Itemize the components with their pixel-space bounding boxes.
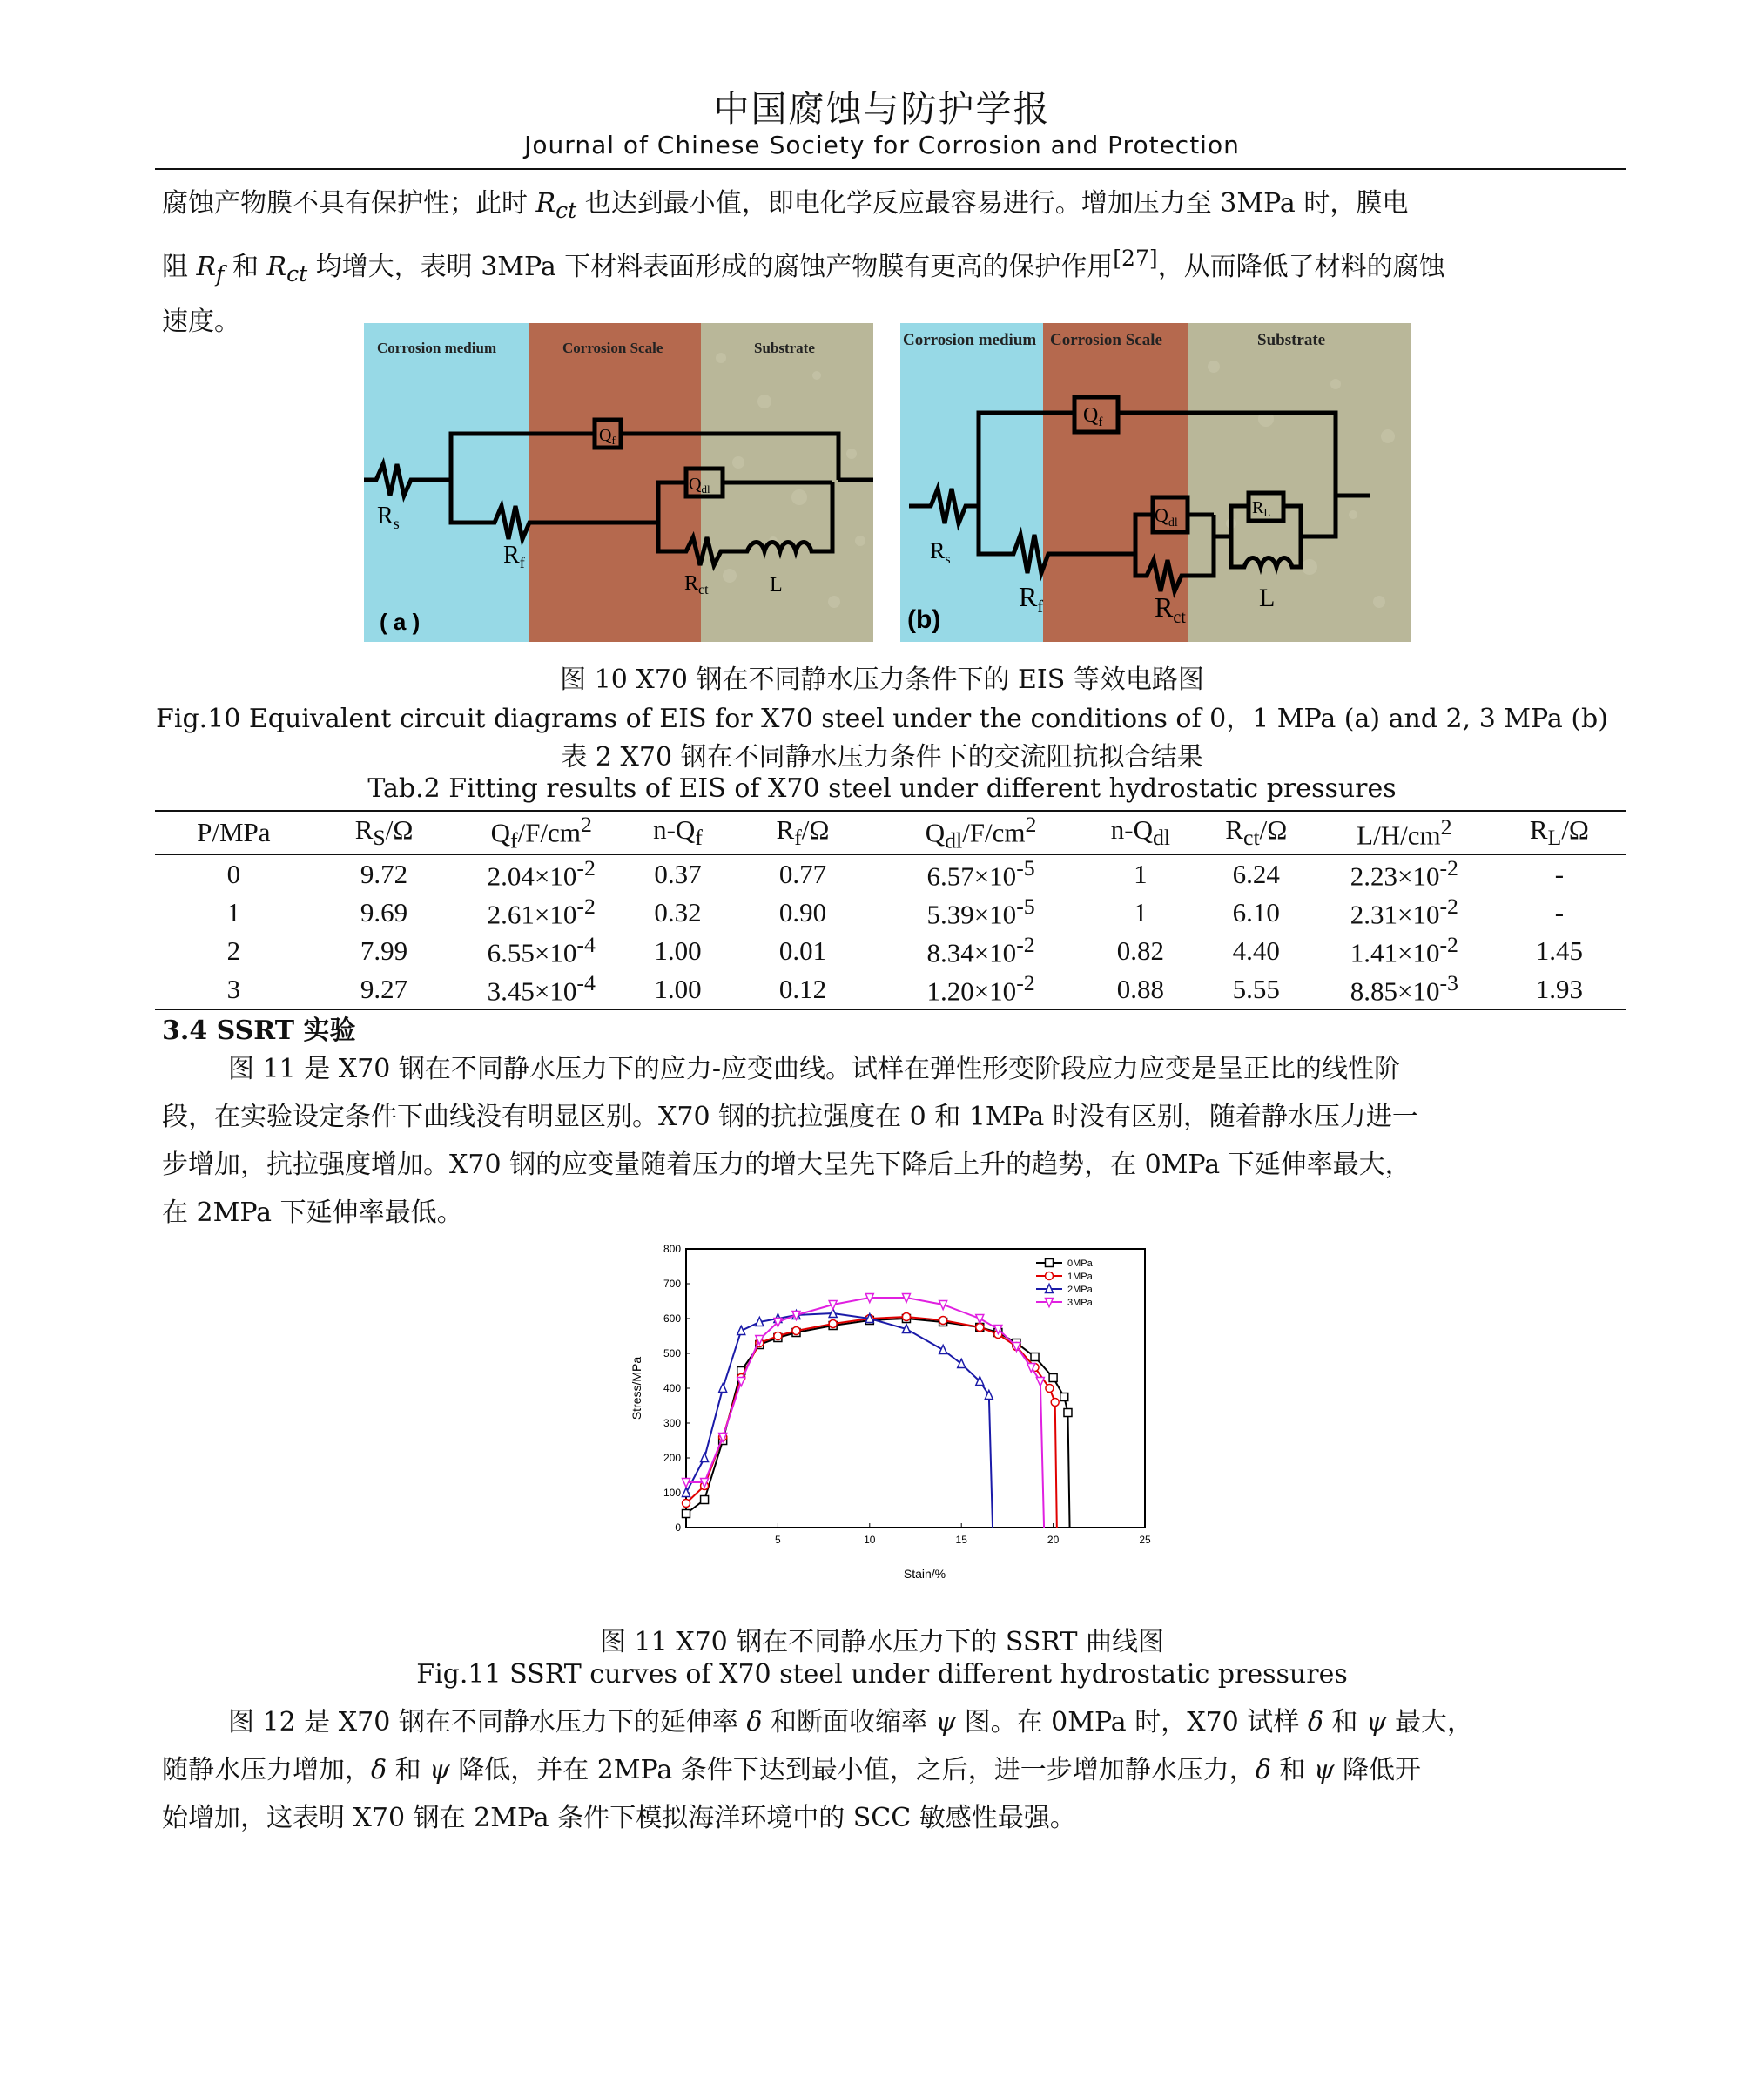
circuit-diagram-a xyxy=(364,323,873,642)
table-row xyxy=(155,854,1626,894)
zone-label-medium-b: Corrosion medium xyxy=(903,331,1037,349)
cell-rl: 1.45 xyxy=(1535,934,1584,966)
cell-rl: - xyxy=(1554,896,1565,928)
header-nqdl: $n-Q_{dl}$ xyxy=(1110,814,1171,851)
y-tick-label: 100 xyxy=(663,1487,681,1499)
cell-nqdl: 0.88 xyxy=(1116,973,1165,1004)
y-axis-label: Stress/MPa xyxy=(630,1356,643,1420)
intro-line-1: 腐蚀产物膜不具有保护性；此时 $R_{ct}$ 也达到最小值，即电化学反应最容易进行。增加压力至 3MPa 时，膜电 xyxy=(162,188,1409,223)
x-tick-label: 15 xyxy=(955,1534,967,1546)
data-point xyxy=(1051,1399,1059,1407)
zone-label-substrate-b: Substrate xyxy=(1257,331,1326,349)
cell-rct: 5.55 xyxy=(1232,973,1280,1004)
intro-paragraph xyxy=(162,179,1616,346)
cell-qdl: $1.20\times 10^{-2}$ xyxy=(926,970,1035,1007)
fig10-caption-en: Fig.10 Equivalent circuit diagrams of EIS for X70 steel under the conditions of 0，1 MPa (a) and 2, 3 MPa (b) xyxy=(156,704,1608,734)
header-rs: $R_S/\Omega$ xyxy=(354,814,414,851)
cell-rl: 1.93 xyxy=(1535,973,1584,1004)
section-line-4: 在 2MPa 下延伸率最低。 xyxy=(162,1198,463,1228)
closing-line-2: 随静水压力增加，δ 和 ψ 降低，并在 2MPa 条件下达到最小值，之后，进一步增加静水压力，δ 和 ψ 降低开 xyxy=(162,1755,1422,1785)
data-point xyxy=(1046,1259,1054,1267)
zone-label-substrate-a: Substrate xyxy=(754,340,815,356)
data-point xyxy=(1046,1385,1054,1393)
cell-p: 3 xyxy=(226,973,241,1004)
header-l: $L/H/cm^2$ xyxy=(1357,814,1452,851)
data-point xyxy=(1049,1374,1057,1382)
cell-qdl: $5.39\times 10^{-5}$ xyxy=(926,894,1035,930)
label-l-b: L xyxy=(1259,584,1276,612)
label-rct-b: $R_{ct}$ xyxy=(1155,591,1186,627)
panel-tag-a: ( a ) xyxy=(380,609,421,635)
legend-label: 0MPa xyxy=(1067,1258,1093,1269)
label-qf-b: $Q_f$ xyxy=(1083,404,1103,429)
legend-label: 1MPa xyxy=(1067,1272,1093,1282)
fitting-results-table xyxy=(155,810,1626,1010)
closing-line-1: 图 12 是 X70 钢在不同静水压力下的延伸率 δ 和断面收缩率 ψ 图。在 0MPa 时，X70 试样 δ 和 ψ 最大， xyxy=(228,1707,1474,1737)
y-tick-label: 200 xyxy=(663,1452,681,1464)
cell-rs: 9.69 xyxy=(360,896,408,928)
header-rf: $R_f/\Omega$ xyxy=(776,814,830,851)
data-point xyxy=(1064,1409,1072,1417)
ssrt-chart xyxy=(609,1237,1167,1585)
fig11-caption-cn: 图 11 X70 钢在不同静水压力下的 SSRT 曲线图 xyxy=(599,1627,1165,1657)
header-rule xyxy=(155,168,1626,170)
data-point xyxy=(792,1327,800,1335)
cell-nqf: 1.00 xyxy=(654,973,702,1004)
data-point xyxy=(1031,1353,1039,1361)
cell-l: $2.23\times 10^{-2}$ xyxy=(1350,855,1458,892)
cell-nqf: 0.32 xyxy=(654,896,702,928)
data-point xyxy=(902,1313,910,1321)
data-point xyxy=(1060,1393,1068,1401)
table2-caption-cn: 表 2 X70 钢在不同静水压力条件下的交流阻抗拟合结果 xyxy=(561,742,1203,773)
header-p: P/MPa xyxy=(197,817,271,848)
header-nqf: $n-Q_f$ xyxy=(653,814,703,851)
cell-qf: $2.04\times 10^{-2}$ xyxy=(487,855,596,892)
journal-title-cn: 中国腐蚀与防护学报 xyxy=(713,88,1051,130)
table-header xyxy=(155,811,1626,854)
table-row xyxy=(155,970,1626,1009)
section-heading: 3.4 SSRT 实验 xyxy=(162,1015,356,1046)
table-row xyxy=(155,894,1626,932)
fig11-caption-en: Fig.11 SSRT curves of X70 steel under different hydrostatic pressures xyxy=(416,1659,1348,1690)
x-tick-label: 20 xyxy=(1047,1534,1060,1546)
circuit-panel-a xyxy=(364,323,873,642)
legend-label: 2MPa xyxy=(1067,1285,1093,1295)
y-tick-label: 700 xyxy=(663,1278,681,1290)
data-point xyxy=(701,1496,709,1504)
y-tick-label: 600 xyxy=(663,1312,681,1325)
label-qf-a: $Q_f$ xyxy=(599,426,616,447)
section-line-2: 段，在实验设定条件下曲线没有明显区别。X70 钢的抗拉强度在 0 和 1MPa 时没有区别，随着静水压力进一 xyxy=(162,1102,1418,1132)
x-axis-label: Stain/% xyxy=(903,1567,946,1581)
label-rs-a: $R_s$ xyxy=(377,503,400,532)
table-body xyxy=(155,854,1626,1009)
header-qf: $Q_f/F/cm^2$ xyxy=(490,812,592,853)
legend-label: 3MPa xyxy=(1067,1298,1093,1308)
label-rs-b: $R_s$ xyxy=(930,538,951,567)
panel-tag-b: (b) xyxy=(907,605,941,634)
cell-qf: $2.61\times 10^{-2}$ xyxy=(487,894,596,930)
y-tick-label: 0 xyxy=(675,1521,681,1534)
cell-nqdl: 1 xyxy=(1134,858,1148,889)
header-qdl: $Q_{dl}/F/cm^2$ xyxy=(925,812,1037,853)
header-rct: $R_{ct}/\Omega$ xyxy=(1225,814,1288,851)
cell-rl: - xyxy=(1554,858,1565,889)
cell-rf: 0.77 xyxy=(778,858,827,889)
fig10-caption-cn: 图 10 X70 钢在不同静水压力条件下的 EIS 等效电路图 xyxy=(560,665,1204,695)
data-point xyxy=(1046,1272,1054,1280)
circuit-diagram-b xyxy=(900,323,1411,642)
x-tick-label: 10 xyxy=(864,1534,876,1546)
label-rf-a: $R_f$ xyxy=(503,542,525,571)
journal-title-en: Journal of Chinese Society for Corrosion and Protection xyxy=(524,131,1240,159)
x-tick-label: 5 xyxy=(775,1534,781,1546)
intro-line-3: 速度。 xyxy=(162,307,240,337)
cell-qf: $3.45\times 10^{-4}$ xyxy=(487,970,596,1007)
label-l-a: L xyxy=(770,574,783,597)
section-line-3: 步增加，抗拉强度增加。X70 钢的应变量随着压力的增大呈先下降后上升的趋势，在 0MPa 下延伸率最大， xyxy=(162,1150,1411,1180)
circuit-panel-b xyxy=(900,323,1411,642)
x-tick-label: 25 xyxy=(1139,1534,1151,1546)
y-tick-label: 800 xyxy=(663,1243,681,1255)
cell-rct: 4.40 xyxy=(1232,934,1280,966)
zone-label-scale-b: Corrosion Scale xyxy=(1050,331,1162,349)
closing-line-3: 始增加，这表明 X70 钢在 2MPa 条件下模拟海洋环境中的 SCC 敏感性最强。 xyxy=(162,1803,1076,1833)
data-point xyxy=(683,1500,690,1508)
intro-line-2: 阻 $R_f$ 和 $R_{ct}$ 均增大，表明 3MPa 下材料表面形成的腐蚀产物膜有更高的保护作用[27]，从而降低了材料的腐蚀 xyxy=(162,246,1445,287)
y-tick-label: 400 xyxy=(663,1382,681,1394)
cell-rf: 0.12 xyxy=(778,973,827,1004)
cell-qf: $6.55\times 10^{-4}$ xyxy=(487,932,596,968)
table2-caption-en: Tab.2 Fitting results of EIS of X70 steel under different hydrostatic pressures xyxy=(367,773,1397,804)
table-row xyxy=(155,932,1626,970)
cell-nqf: 1.00 xyxy=(654,934,702,966)
cell-rct: 6.10 xyxy=(1232,896,1280,928)
label-rct-a: $R_{ct}$ xyxy=(684,572,709,597)
label-qdl-b: $Q_{dl}$ xyxy=(1155,504,1178,530)
cell-p: 1 xyxy=(226,896,241,928)
cell-rf: 0.01 xyxy=(778,934,827,966)
label-rf-b: $R_f$ xyxy=(1019,581,1044,617)
table-header-row xyxy=(155,811,1626,854)
header-rl: $R_L/\Omega$ xyxy=(1529,814,1589,851)
label-rl-b: $R_L$ xyxy=(1252,498,1271,519)
cell-rct: 6.24 xyxy=(1232,858,1280,889)
cell-nqdl: 0.82 xyxy=(1116,934,1165,966)
y-tick-label: 300 xyxy=(663,1417,681,1429)
data-point xyxy=(939,1317,947,1325)
closing-paragraph xyxy=(162,1698,1616,1842)
cell-l: $1.41\times 10^{-2}$ xyxy=(1350,932,1458,968)
section-line-1: 图 11 是 X70 钢在不同静水压力下的应力-应变曲线。试样在弹性形变阶段应力应变是呈正比的线性阶 xyxy=(228,1054,1400,1084)
cell-qdl: $8.34\times 10^{-2}$ xyxy=(926,932,1035,968)
cell-rs: 7.99 xyxy=(360,934,408,966)
zone-label-medium-a: Corrosion medium xyxy=(377,340,497,356)
cell-rs: 9.27 xyxy=(360,973,408,1004)
y-tick-label: 500 xyxy=(663,1347,681,1359)
zone-label-scale-a: Corrosion Scale xyxy=(562,340,663,356)
cell-rs: 9.72 xyxy=(360,858,408,889)
cell-qdl: $6.57\times 10^{-5}$ xyxy=(926,855,1035,892)
cell-nqdl: 1 xyxy=(1134,896,1148,928)
cell-p: 2 xyxy=(226,934,241,966)
zone-substrate-b xyxy=(1188,323,1411,642)
cell-p: 0 xyxy=(226,858,241,889)
label-qdl-a: $Q_{dl}$ xyxy=(689,475,710,496)
data-point xyxy=(829,1320,837,1328)
data-point xyxy=(683,1510,690,1518)
data-point xyxy=(774,1332,782,1340)
cell-nqf: 0.37 xyxy=(654,858,702,889)
cell-l: $8.85\times 10^{-3}$ xyxy=(1350,970,1458,1007)
section-paragraph xyxy=(162,1045,1616,1237)
cell-l: $2.31\times 10^{-2}$ xyxy=(1350,894,1458,930)
cell-rf: 0.90 xyxy=(778,896,827,928)
